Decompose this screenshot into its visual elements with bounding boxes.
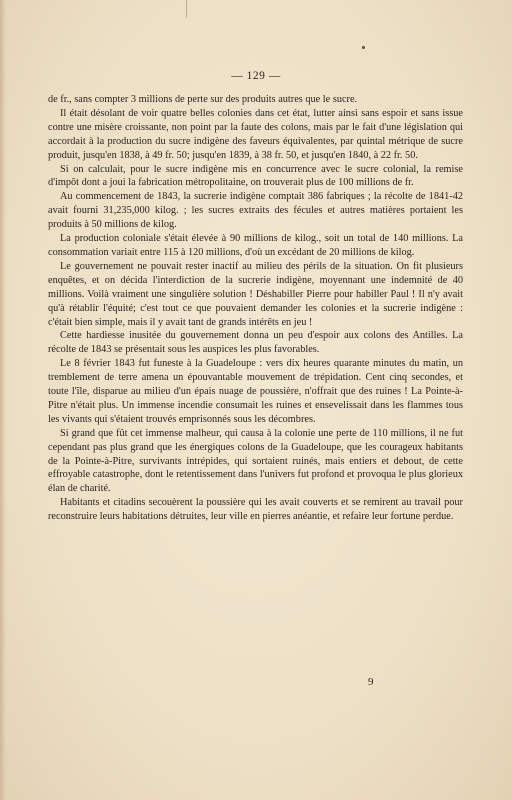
paragraph: Si on calculait, pour le sucre indigène mis en concurrence avec le sucre colonial, la remise d'impôt dont a joui la fabrication métropolitaine, on trouverait plus de 100 millions de fr. — [48, 163, 463, 189]
body-text — [48, 93, 463, 524]
signature-mark: 9 — [368, 676, 374, 688]
paragraph: Il était désolant de voir quatre belles colonies dans cet état, lutter ainsi sans espoir et sans issue contre une misère croissante, non point par la faute des colons, mais par le fait d'une législation qui accordait à la production du sucre indigène des faveurs équivalentes, par quintal métrique de sucre produit, jusqu'en 1838, à 49 fr. 50; jusqu'en 1839, à 38 fr. 50, et jusqu'en 1840, à 22 fr. 50. — [48, 107, 463, 161]
paragraph: Le gouvernement ne pouvait rester inactif au milieu des périls de la situation. On fit plusieurs enquêtes, et on décida l'interdiction de la sucrerie indigène, moyennant une indemnité de 40 millions. Voilà vraiment une singulière solution ! Déshabiller Pierre pour habiller Paul ! Il n'y avait qu'à rétablir l'équité; c'est tout ce que pouvaient demander les colonies et la sucrerie indigène : c'était bien simple, mais il y avait tant de grands intérêts en jeu ! — [48, 260, 463, 328]
paragraph: de fr., sans compter 3 millions de perte sur des produits autres que le sucre. — [48, 94, 358, 105]
binding-mark — [186, 0, 189, 18]
paragraph: Au commencement de 1843, la sucrerie indigène comptait 386 fabriques ; la récolte de 1841-42 avait fourni 31,235,000 kilog. ; les sucres extraits des fécules et autres matières portaient les produits à 50 millions de kilog. — [48, 191, 463, 231]
paragraph: Cette hardiesse inusitée du gouvernement donna un peu d'espoir aux colons des Antilles. La récolte de 1843 se présentait sous les auspices les plus favorables. — [48, 330, 463, 356]
ink-speck — [362, 46, 365, 49]
page-number-header: — 129 — — [231, 70, 281, 82]
paragraph: Si grand que fût cet immense malheur, qui causa à la colonie une perte de 110 millions, il ne fut cependant pas plus grand que les énergiques colons de la Guadeloupe, que les courageux habitants de la Pointe-à-Pitre, survivants intrépides, qui sortaient ruinés, mais entiers et debout, de cette effroyable catastrophe, dont le retentissement dans l'univers fut profond et provoqua le plus glorieux élan de charité. — [48, 427, 463, 495]
paragraph: La production coloniale s'était élevée à 90 millions de kilog., soit un total de 140 millions. La consommation variait entre 115 à 120 millions, d'où un excédant de 20 millions de kilog. — [48, 233, 463, 258]
paragraph: Le 8 février 1843 fut funeste à la Guadeloupe : vers dix heures quarante minutes du matin, un tremblement de terre amena un épouvantable mouvement de trépidation. Cent cinq secondes, et toute l'île, disparue au milieu d'un épais nuage de poussière, n'offrait que des ruines ! La Pointe-à-Pitre n'était plus. Un immense incendie consumait les ruines et ensevelissait dans les flammes tous les vivants qui s'étaient trouvés emprisonnés sous les décombres. — [48, 358, 463, 425]
page-edge-shadow — [0, 0, 6, 800]
paragraph: Habitants et citadins secouèrent la poussière qui les avait couverts et se remirent au travail pour reconstruire leurs habitations détruites, leur ville en pierres anéantie, et refaire leur fortune perdue. — [48, 497, 463, 523]
